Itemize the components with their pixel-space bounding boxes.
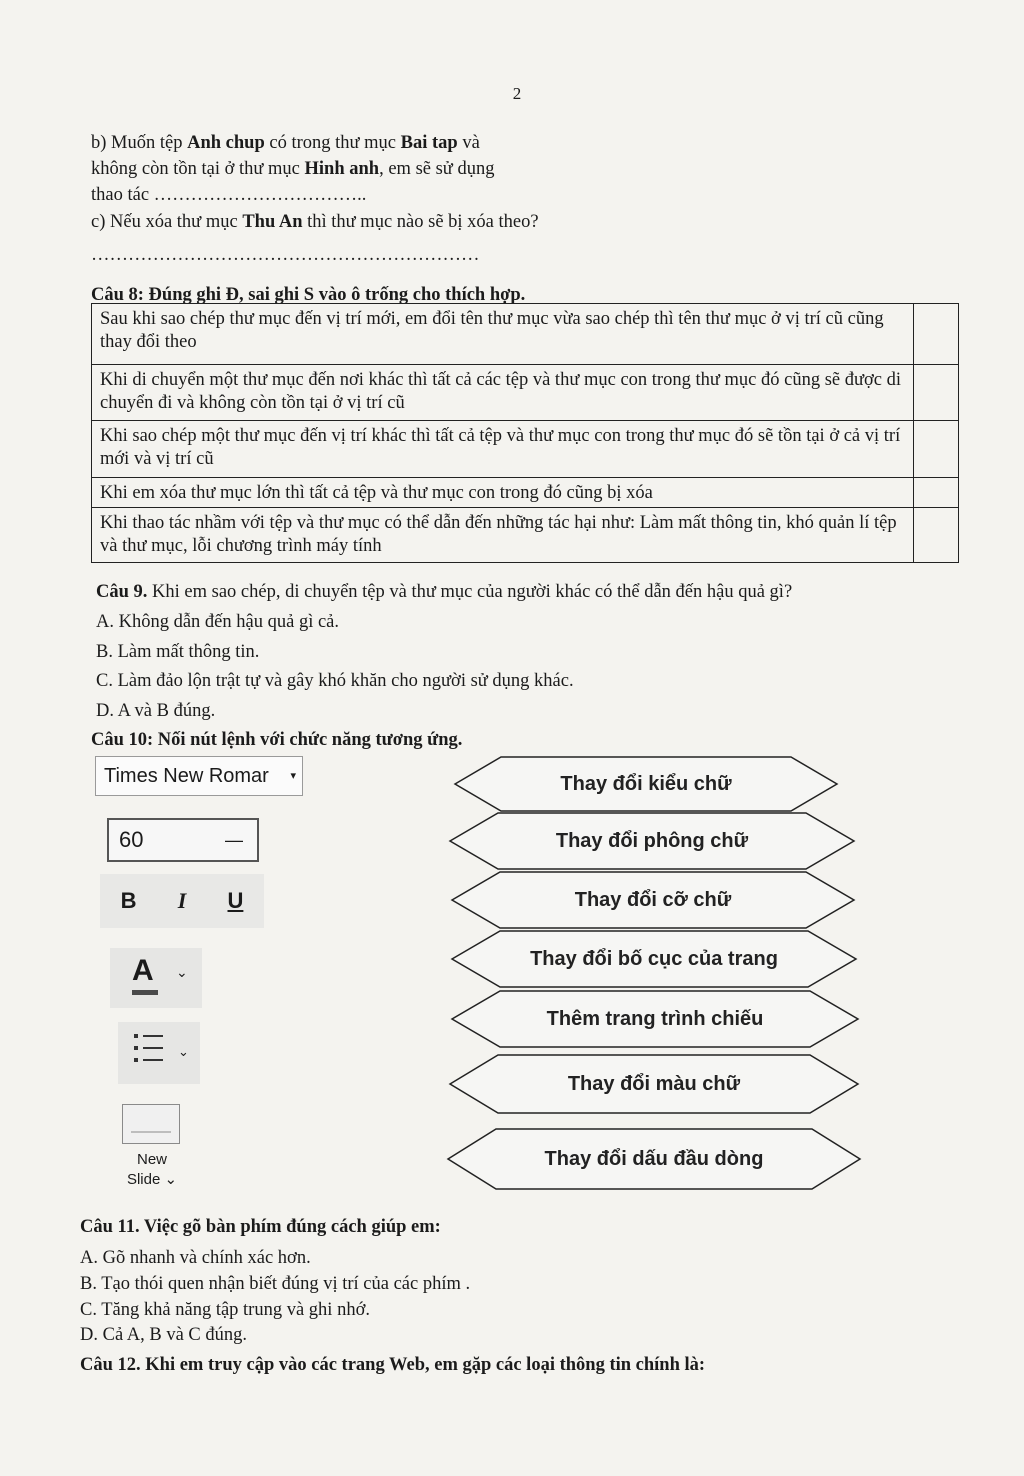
q8-table: [91, 303, 959, 563]
font-color-bar: [132, 990, 158, 995]
q7c-answer-dots: ………………………………………………………: [91, 245, 480, 265]
function-label: Thay đổi cỡ chữ: [574, 888, 732, 911]
chevron-down-icon: ⌄: [178, 1044, 189, 1059]
new-slide-label-line1: New: [136, 1151, 167, 1168]
q8-answer-box[interactable]: [914, 478, 959, 508]
function-label: Thêm trang trình chiếu: [546, 1007, 764, 1030]
new-slide-label: [114, 1150, 190, 1190]
q8-answer-box[interactable]: [914, 304, 959, 365]
q8-statement: Khi em xóa thư mục lớn thì tất cả tệp và thư mục con trong đó cũng bị xóa: [92, 478, 914, 508]
q11-option-a: A. Gõ nhanh và chính xác hơn.: [80, 1248, 311, 1268]
q8-statement: Khi thao tác nhầm với tệp và thư mục có thể dẫn đến những tác hại như: Làm mất thông tin, khó quản lí tệp và thư mục, lỗi chương trình máy tính: [92, 508, 914, 563]
function-hexagon[interactable]: [448, 1054, 860, 1114]
q11-option-d: D. Cả A, B và C đúng.: [80, 1325, 248, 1345]
chevron-down-icon: —: [225, 830, 243, 850]
function-label: Thay đổi dấu đầu dòng: [544, 1147, 764, 1170]
bullet-list-icon: [134, 1034, 166, 1070]
q8-statement: Khi di chuyển một thư mục đến nơi khác thì tất cả các tệp và thư mục con trong thư mục đó cũng sẽ được di chuyển đi và không còn tồn tại ở vị trí cũ: [92, 365, 914, 421]
font-size-value: 60: [119, 827, 144, 852]
font-name-value: Times New Romar: [104, 765, 269, 787]
q7c-folder-name: Thu An: [242, 212, 303, 232]
q11-option-c: C. Tăng khả năng tập trung và ghi nhớ.: [80, 1300, 370, 1320]
q7c-text: thì thư mục nào sẽ bị xóa theo?: [302, 212, 539, 232]
q8-statement: Khi sao chép một thư mục đến vị trí khác thì tất cả tệp và thư mục con trong thư mục đó sẽ tồn tại ở cả vị trí mới và vị trí cũ: [92, 421, 914, 478]
chevron-down-icon: ▾: [290, 770, 296, 782]
table-row: [92, 508, 959, 563]
q7b-text: không còn tồn tại ở thư mục: [91, 159, 305, 179]
q9-label: Câu 9.: [96, 582, 148, 602]
table-row: [92, 304, 959, 365]
new-slide-label-line2: Slide: [126, 1171, 161, 1188]
page-number: 2: [512, 84, 522, 103]
function-hexagon[interactable]: [450, 871, 856, 929]
function-label: Thay đổi màu chữ: [567, 1072, 741, 1095]
function-label: Thay đổi kiểu chữ: [560, 772, 732, 795]
bullets-button[interactable]: [118, 1022, 200, 1084]
q7b-text: và: [457, 133, 480, 153]
function-label: Thay đổi bố cục của trang: [530, 947, 778, 970]
q7b-line3: thao tác ……………………………..: [91, 185, 367, 205]
q8-answer-box[interactable]: [914, 421, 959, 478]
q11-option-b: B. Tạo thói quen nhận biết đúng vị trí của các phím .: [80, 1274, 471, 1294]
q9-option-c: C. Làm đảo lộn trật tự và gây khó khăn cho người sử dụng khác.: [96, 671, 574, 691]
q7b-line2: [91, 157, 494, 181]
function-label: Thay đổi phông chữ: [555, 829, 749, 852]
table-row: [92, 421, 959, 478]
q10-title: Câu 10: Nối nút lệnh với chức năng tương ứng.: [91, 730, 463, 750]
chevron-down-icon: ⌄: [176, 964, 188, 980]
new-slide-button[interactable]: [114, 1100, 190, 1196]
font-color-button[interactable]: [110, 948, 202, 1008]
q8-statement: Sau khi sao chép thư mục đến vị trí mới, em đổi tên thư mục vừa sao chép thì tên thư mục ở vị trí cũ cũng thay đổi theo: [92, 304, 914, 365]
bold-button[interactable]: B: [120, 888, 137, 913]
q7b-text: có trong thư mục: [264, 133, 401, 153]
q9-option-b: B. Làm mất thông tin.: [96, 642, 260, 662]
function-hexagon[interactable]: [450, 990, 860, 1048]
q9-question: [96, 580, 792, 604]
q7b-text: , em sẽ sử dụng: [379, 159, 495, 179]
function-hexagon[interactable]: [450, 930, 858, 988]
q9-text: Khi em sao chép, di chuyển tệp và thư mục của người khác có thể dẫn đến hậu quả gì?: [147, 582, 793, 602]
q8-title: Câu 8: Đúng ghi Đ, sai ghi S vào ô trống cho thích hợp.: [91, 285, 526, 305]
font-color-icon: A: [132, 954, 154, 987]
q7b-line1: [91, 131, 480, 155]
q7b-text: b) Muốn tệp: [91, 133, 188, 153]
slide-icon: [122, 1104, 180, 1144]
q9-option-d: D. A và B đúng.: [96, 701, 216, 721]
q7b-folder-name: Bai tap: [400, 133, 458, 153]
q8-answer-box[interactable]: [914, 365, 959, 421]
italic-button[interactable]: I: [177, 888, 187, 913]
function-hexagon[interactable]: [448, 812, 856, 870]
text-style-group: [100, 874, 264, 928]
table-row: [92, 478, 959, 508]
table-row: [92, 365, 959, 421]
q12-title: Câu 12. Khi em truy cập vào các trang Web, em gặp các loại thông tin chính là:: [80, 1355, 706, 1375]
font-size-dropdown[interactable]: [107, 818, 259, 862]
q7c-line: [91, 210, 539, 234]
q9-option-a: A. Không dẫn đến hậu quả gì cả.: [96, 612, 340, 632]
q7b-folder-name: Hinh anh: [304, 159, 380, 179]
q8-answer-box[interactable]: [914, 508, 959, 563]
chevron-down-icon: ⌄: [164, 1171, 178, 1188]
q7c-text: c) Nếu xóa thư mục: [91, 212, 243, 232]
underline-button[interactable]: U: [227, 888, 244, 913]
function-hexagon[interactable]: [446, 1128, 862, 1190]
q11-title: Câu 11. Việc gõ bàn phím đúng cách giúp em:: [80, 1217, 441, 1237]
q7b-file-name: Anh chup: [187, 133, 265, 153]
function-hexagon[interactable]: [453, 756, 839, 812]
font-name-dropdown[interactable]: [95, 756, 303, 796]
